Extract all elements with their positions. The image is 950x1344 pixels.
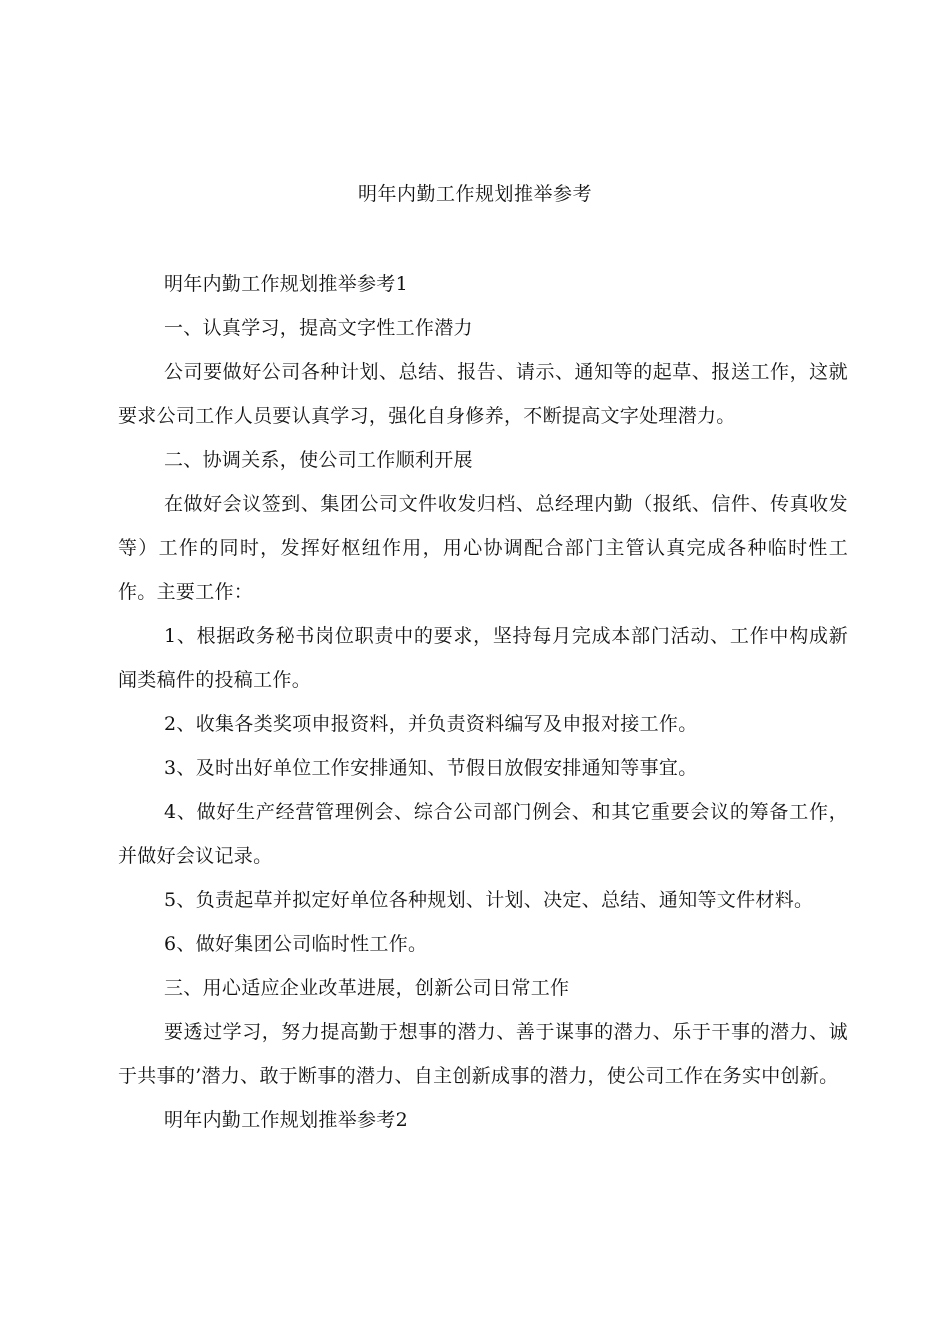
list-item-1: 1、根据政务秘书岗位职责中的要求，坚持每月完成本部门活动、工作中构成新闻类稿件的投稿工作。 [118, 625, 848, 691]
subheading-innovate: 三、用心适应企业改革进展，创新公司日常工作 [164, 977, 570, 999]
subheading-coordinate: 二、协调关系，使公司工作顺利开展 [164, 449, 473, 471]
section-heading-2: 明年内勤工作规划推举参考2 [164, 1109, 408, 1131]
document-body [118, 262, 848, 1142]
list-item-5: 5、负责起草并拟定好单位各种规划、计划、决定、总结、通知等文件材料。 [164, 889, 814, 911]
paragraph-coordinate: 在做好会议签到、集团公司文件收发归档、总经理内勤（报纸、信件、传真收发等）工作的同时，发挥好枢纽作用，用心协调配合部门主管认真完成各种临时性工作。主要工作： [118, 493, 848, 603]
section-heading-1: 明年内勤工作规划推举参考1 [164, 273, 408, 295]
list-item-2: 2、收集各类奖项申报资料，并负责资料编写及申报对接工作。 [164, 713, 698, 735]
list-item-4: 4、做好生产经营管理例会、综合公司部门例会、和其它重要会议的筹备工作，并做好会议记录。 [118, 801, 848, 867]
paragraph-innovate: 要透过学习，努力提高勤于想事的潜力、善于谋事的潜力、乐于干事的潜力、诚于共事的’潜力、敢于断事的潜力、自主创新成事的潜力，使公司工作在务实中创新。 [118, 1021, 848, 1087]
document-title: 明年内勤工作规划推举参考 [357, 183, 592, 205]
paragraph-study: 公司要做好公司各种计划、总结、报告、请示、通知等的起草、报送工作，这就要求公司工作人员要认真学习，强化自身修养，不断提高文字处理潜力。 [118, 361, 848, 427]
list-item-6: 6、做好集团公司临时性工作。 [164, 933, 428, 955]
subheading-study: 一、认真学习，提高文字性工作潜力 [164, 317, 473, 339]
list-item-3: 3、及时出好单位工作安排通知、节假日放假安排通知等事宜。 [164, 757, 698, 779]
